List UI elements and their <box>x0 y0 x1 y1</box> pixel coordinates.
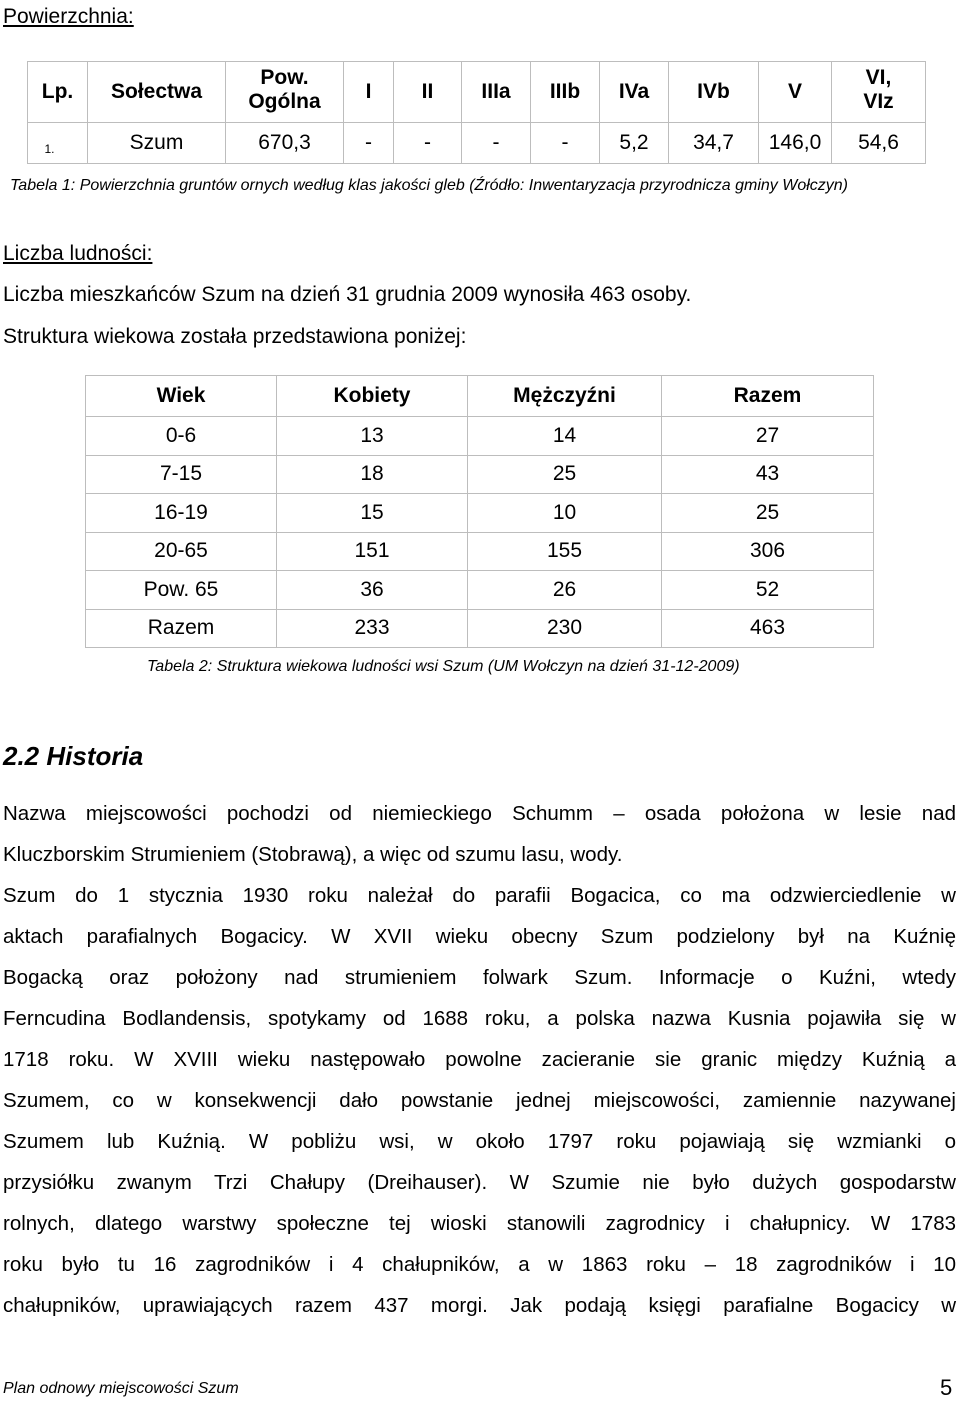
table-cell: 151 <box>277 532 468 571</box>
row-number: 1. <box>44 142 55 156</box>
header-cell: Pow. Ogólna <box>226 62 344 123</box>
header-cell: Kobiety <box>277 376 468 417</box>
text-line: Kluczborskim Strumieniem (Stobrawą), a więc od szumu lasu, wody. <box>3 843 623 866</box>
table-cell: 43 <box>662 455 874 494</box>
page-number: 5 <box>940 1375 953 1400</box>
table-cell: 26 <box>468 571 662 610</box>
history-paragraph-1 <box>3 793 956 875</box>
history-heading: 2.2 Historia <box>3 741 144 771</box>
table-cell: 10 <box>468 494 662 533</box>
table-cell: 0-6 <box>86 417 277 456</box>
header-cell: V <box>759 62 832 123</box>
text-line: przysiółku zwanym Trzi Chałupy (Dreihauser). W Szumie nie było dużych gospodarstw <box>3 1171 956 1194</box>
header-cell: IIIa <box>462 62 531 123</box>
table-cell: - <box>344 123 394 164</box>
table-row <box>86 571 874 610</box>
header-cell: Lp. <box>28 62 88 123</box>
table-cell: 20-65 <box>86 532 277 571</box>
history-paragraph-2 <box>3 875 956 1326</box>
population-text: Liczba mieszkańców Szum na dzień 31 grudnia 2009 wynosiła 463 osoby. <box>3 283 692 306</box>
text-line: rolnych, dlatego warstwy społeczne tej wioski stanowili zagrodnicy i chałupnicy. W 1783 <box>3 1212 956 1235</box>
table1-caption: Tabela 1: Powierzchnia gruntów ornych według klas jakości gleb (Źródło: Inwentaryzacja przyrodnicza gminy Wołczyn) <box>10 177 849 194</box>
text-line: Szumem, co w konsekwencji dało powstanie jednej miejscowości, zamiennie nazywanej <box>3 1089 956 1112</box>
table-cell: - <box>531 123 600 164</box>
table-row <box>86 417 874 456</box>
table-cell: 52 <box>662 571 874 610</box>
text-line: Bogacką oraz położony nad strumieniem folwark Szum. Informacje o Kuźni, wtedy <box>3 966 956 989</box>
header-cell: VI, VIz <box>832 62 926 123</box>
table-row <box>86 455 874 494</box>
table-row <box>86 494 874 533</box>
text-line: Szumem lub Kuźnią. W pobliżu wsi, w około 1797 roku pojawiają się wzmianki o <box>3 1130 956 1153</box>
table-cell: 18 <box>277 455 468 494</box>
footer-title: Plan odnowy miejscowości Szum <box>3 1380 239 1397</box>
table-cell: 27 <box>662 417 874 456</box>
table-cell: 306 <box>662 532 874 571</box>
table-cell: 233 <box>277 609 468 648</box>
table-cell: 155 <box>468 532 662 571</box>
header-cell: IVb <box>669 62 759 123</box>
header-cell: II <box>394 62 462 123</box>
table-cell: 34,7 <box>669 123 759 164</box>
header-cell: IIIb <box>531 62 600 123</box>
table-cell: 25 <box>662 494 874 533</box>
table-row <box>28 123 926 164</box>
header-cell: I <box>344 62 394 123</box>
header-cell: IVa <box>600 62 669 123</box>
table-row <box>86 609 874 648</box>
table-cell: 15 <box>277 494 468 533</box>
header-cell: Wiek <box>86 376 277 417</box>
header-cell: Mężczyźni <box>468 376 662 417</box>
text-line: Nazwa miejscowości pochodzi od niemieckiego Schumm – osada położona w lesie nad <box>3 802 956 825</box>
age-table-header-row <box>86 376 874 417</box>
table-cell: Pow. 65 <box>86 571 277 610</box>
table-cell: 146,0 <box>759 123 832 164</box>
age-structure-table <box>85 375 874 648</box>
table-cell: Szum <box>88 123 226 164</box>
area-table-header-row <box>28 62 926 123</box>
text-line: Ferncudina Bodlandensis, spotykamy od 1688 roku, a polska nazwa Kusnia pojawiła się w <box>3 1007 956 1030</box>
table-cell: 5,2 <box>600 123 669 164</box>
table-cell: 13 <box>277 417 468 456</box>
section-heading-population: Liczba ludności: <box>3 242 153 265</box>
table-cell: 16-19 <box>86 494 277 533</box>
table-cell: Razem <box>86 609 277 648</box>
table-cell: 14 <box>468 417 662 456</box>
table-cell: 670,3 <box>226 123 344 164</box>
text-line: 1718 roku. W XVIII wieku następowało powolne zacieranie sie granic między Kuźnią a <box>3 1048 956 1071</box>
table-cell <box>28 123 88 164</box>
text-line: roku było tu 16 zagrodników i 4 chałupników, a w 1863 roku – 18 zagrodników i 10 <box>3 1253 956 1276</box>
table-cell: 7-15 <box>86 455 277 494</box>
section-heading-area: Powierzchnia: <box>3 5 134 28</box>
text-line: Szum do 1 stycznia 1930 roku należał do parafii Bogacica, co ma odzwierciedlenie w <box>3 884 956 907</box>
age-structure-intro: Struktura wiekowa została przedstawiona poniżej: <box>3 325 467 348</box>
text-line: aktach parafialnych Bogacicy. W XVII wieku obecny Szum podzielony był na Kuźnię <box>3 925 956 948</box>
table-row <box>86 532 874 571</box>
area-table <box>27 61 926 164</box>
header-cell: Razem <box>662 376 874 417</box>
header-cell: Sołectwa <box>88 62 226 123</box>
text-line: chałupników, uprawiających razem 437 morgi. Jak podają księgi parafialne Bogacicy w <box>3 1294 956 1317</box>
table-cell: - <box>394 123 462 164</box>
table-cell: 36 <box>277 571 468 610</box>
table-cell: 463 <box>662 609 874 648</box>
table-cell: - <box>462 123 531 164</box>
table-cell: 230 <box>468 609 662 648</box>
table-cell: 54,6 <box>832 123 926 164</box>
table-cell: 25 <box>468 455 662 494</box>
table2-caption: Tabela 2: Struktura wiekowa ludności wsi Szum (UM Wołczyn na dzień 31-12-2009) <box>147 658 740 675</box>
